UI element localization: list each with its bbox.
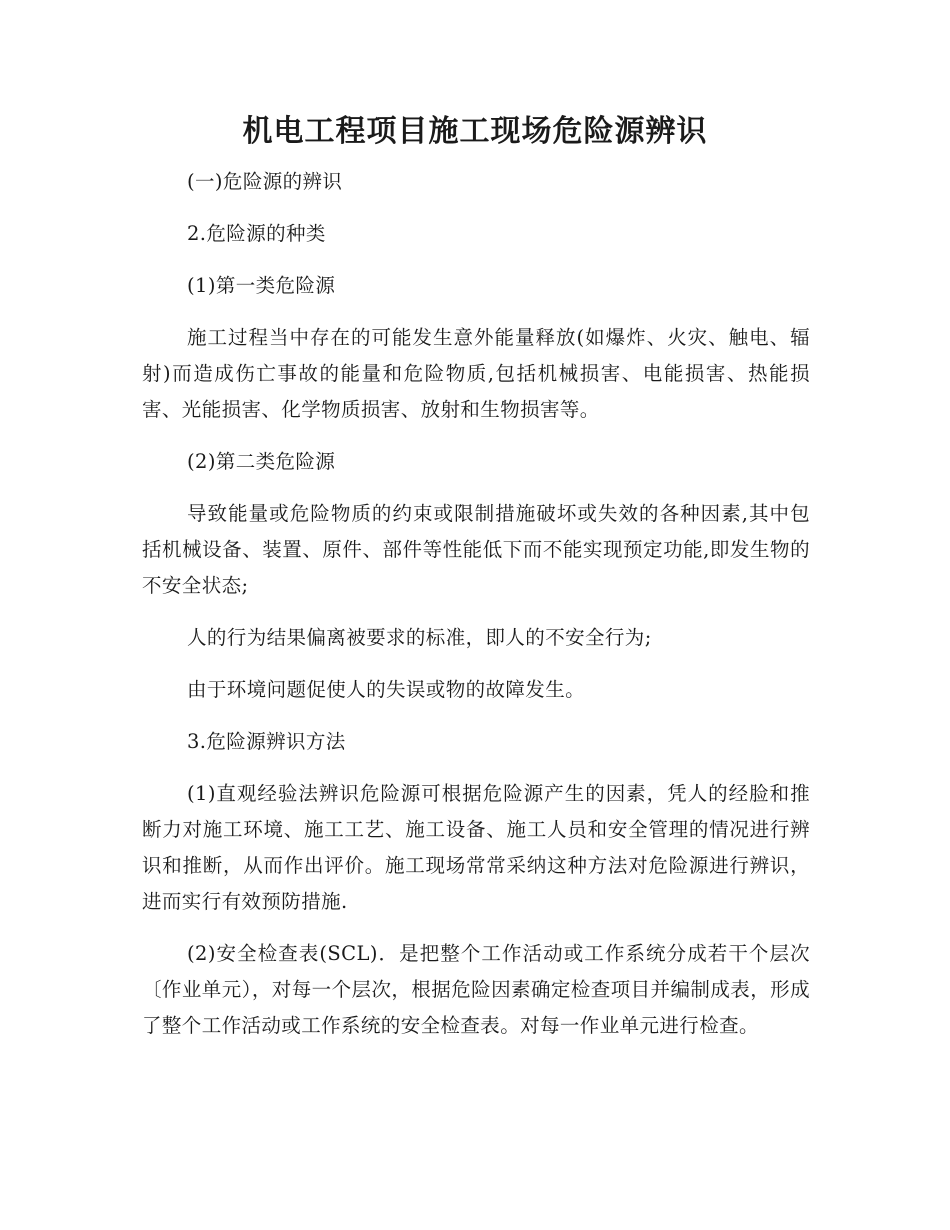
paragraph-first-class-body: 施工过程当中存在的可能发生意外能量释放(如爆炸、火灾、触电、辐射)而造成伤亡事故的能量和危险物质,包括机械损害、电能损害、热能损害、光能损害、化学物质损害、放射和生物损害等。 xyxy=(142,326,810,421)
paragraph-method-checklist: (2)安全检查表(SCL)．是把整个工作活动或工作系统分成若干个层次〔作业单元），对每一个层次，根据危险因素确定检查项目并编制成表，形成了整个工作活动或工作系统的安全检查表。对每一作业单元进行检查。 xyxy=(142,942,810,1037)
paragraph-second-class-heading: (2)第二类危险源 xyxy=(187,450,336,473)
paragraph-second-class-body: 导致能量或危险物质的约束或限制措施破坏或失效的各种因素,其中包括机械设备、装置、原件、部件等性能低下而不能实现预定功能,即发生物的不安全状态; xyxy=(142,502,810,597)
document-body xyxy=(142,164,810,1044)
paragraph-methods-heading: 3.危险源辨识方法 xyxy=(187,730,346,753)
paragraph-hazard-types-heading: 2.危险源的种类 xyxy=(187,222,326,245)
paragraph-environment-issue: 由于环境问题促使人的失误或物的故障发生。 xyxy=(187,678,586,701)
paragraph-first-class-heading: (1)第一类危险源 xyxy=(187,274,336,297)
paragraph-section-heading: (一)危险源的辨识 xyxy=(187,170,343,193)
paragraph-unsafe-behavior: 人的行为结果偏离被要求的标准，即人的不安全行为; xyxy=(187,626,652,649)
paragraph-method-experience: (1)直观经验法辨识危险源可根据危险源产生的因素，凭人的经脸和推断力对施工环境、施工工艺、施工设备、施工人员和安全管理的情况进行辨识和推断，从而作出评价。施工现场常常采纳这种方法对危险源进行辨识，进而实行有效预防措施. xyxy=(142,782,810,913)
document-title: 机电工程项目施工现场危险源辨识 xyxy=(242,114,708,149)
